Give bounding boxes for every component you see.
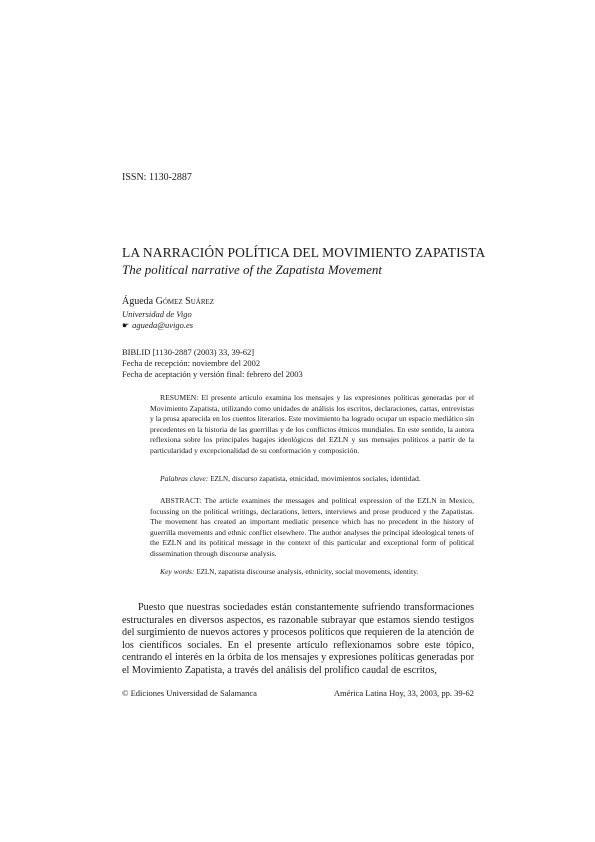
author-affiliation: Universidad de Vigo: [122, 309, 192, 319]
email-address: agueda@uvigo.es: [132, 320, 194, 330]
footer-publisher: © Ediciones Universidad de Salamanca: [122, 688, 257, 698]
body-paragraph: Puesto que nuestras sociedades están constantemente sufriendo transformaciones estructurales en diversos aspectos, es razonable subrayar que estamos siendo testigos del surgimiento de nuevos actores y procesos políticos que requieren de la atención de los científicos sociales. En el presente artículo reflexionamos sobre este tópico, centrando el interés en la órbita de los mensajes y expresiones políticas generadas por el Movimiento Zapatista, a través del análisis del prolífico caudal de escritos,: [122, 602, 474, 676]
accepted-date: Fecha de aceptación y versión final: febrero del 2003: [122, 369, 303, 379]
palabras-clave-block: [150, 474, 474, 485]
author-name: [122, 296, 214, 307]
key-words-line: [150, 567, 474, 578]
pointing-hand-icon: ☛: [122, 321, 130, 330]
footer-citation: América Latina Hoy, 33, 2003, pp. 39-62: [333, 688, 474, 698]
abstract-block: [150, 496, 474, 560]
key-words-label: Key words:: [160, 567, 195, 576]
received-date: Fecha de recepción: noviembre del 2002: [122, 358, 261, 368]
key-words-acronym: EZLN: [196, 568, 215, 576]
issn-label: ISSN: 1130-2887: [122, 172, 192, 183]
key-words-block: [150, 567, 474, 578]
author-last-name: Gómez Suárez: [155, 296, 215, 307]
author-email: [122, 320, 193, 330]
palabras-clave-label: Palabras clave:: [160, 474, 209, 483]
biblid: BIBLID [1130-2887 (2003) 33, 39-62]: [122, 347, 255, 357]
resumen-text: RESUMEN: El presente artículo examina los mensajes y las expresiones políticas generadas por el Movimiento Zapatista, utilizando como unidades de análisis los escritos, declaraciones, cartas, entrevistas y la prosa aparecida en los cuentos literarios. Este movimiento ha logrado ocupar un espacio mediático sin precedentes en la historia de las guerrillas y de los conflictos étnicos mundiales. En este sentido, la autora reflexiona sobre los principales bagajes ideológicos del EZLN y sus mensajes políticos a partir de la particularidad y excepcionalidad de su conformación y composición.: [150, 393, 474, 455]
key-words-text: , zapatista discourse analysis, ethnicity, social movements, identity.: [214, 567, 419, 576]
body-text: [122, 602, 474, 678]
resumen-block: [150, 393, 474, 457]
article-title: LA NARRACIÓN POLÍTICA DEL MOVIMIENTO ZAPATISTA: [122, 245, 486, 260]
palabras-clave-line: [150, 474, 474, 485]
article-subtitle: The political narrative of the Zapatista Movement: [122, 262, 382, 277]
palabras-clave-text: , discurso zapatista, etnicidad, movimientos sociales, identidad.: [228, 474, 421, 483]
abstract-text: ABSTRACT: The article examines the messages and political expression of the EZLN in Mexico, focussing on the political writings, declarations, letters, interviews and prose produced y the Zapatistas. The movement has created an important mediatic presence which has no precedent in the history of guerrilla movements and ethnic conflict elsewhere. The author analyses the principal ideological tenets of the EZLN and its political message in the context of this particular and exceptional form of political dissemination through discourse analysis.: [150, 496, 474, 558]
author-first-name: Águeda: [122, 296, 154, 307]
publication-meta: [122, 347, 303, 380]
palabras-clave-acronym: EZLN: [210, 475, 229, 483]
